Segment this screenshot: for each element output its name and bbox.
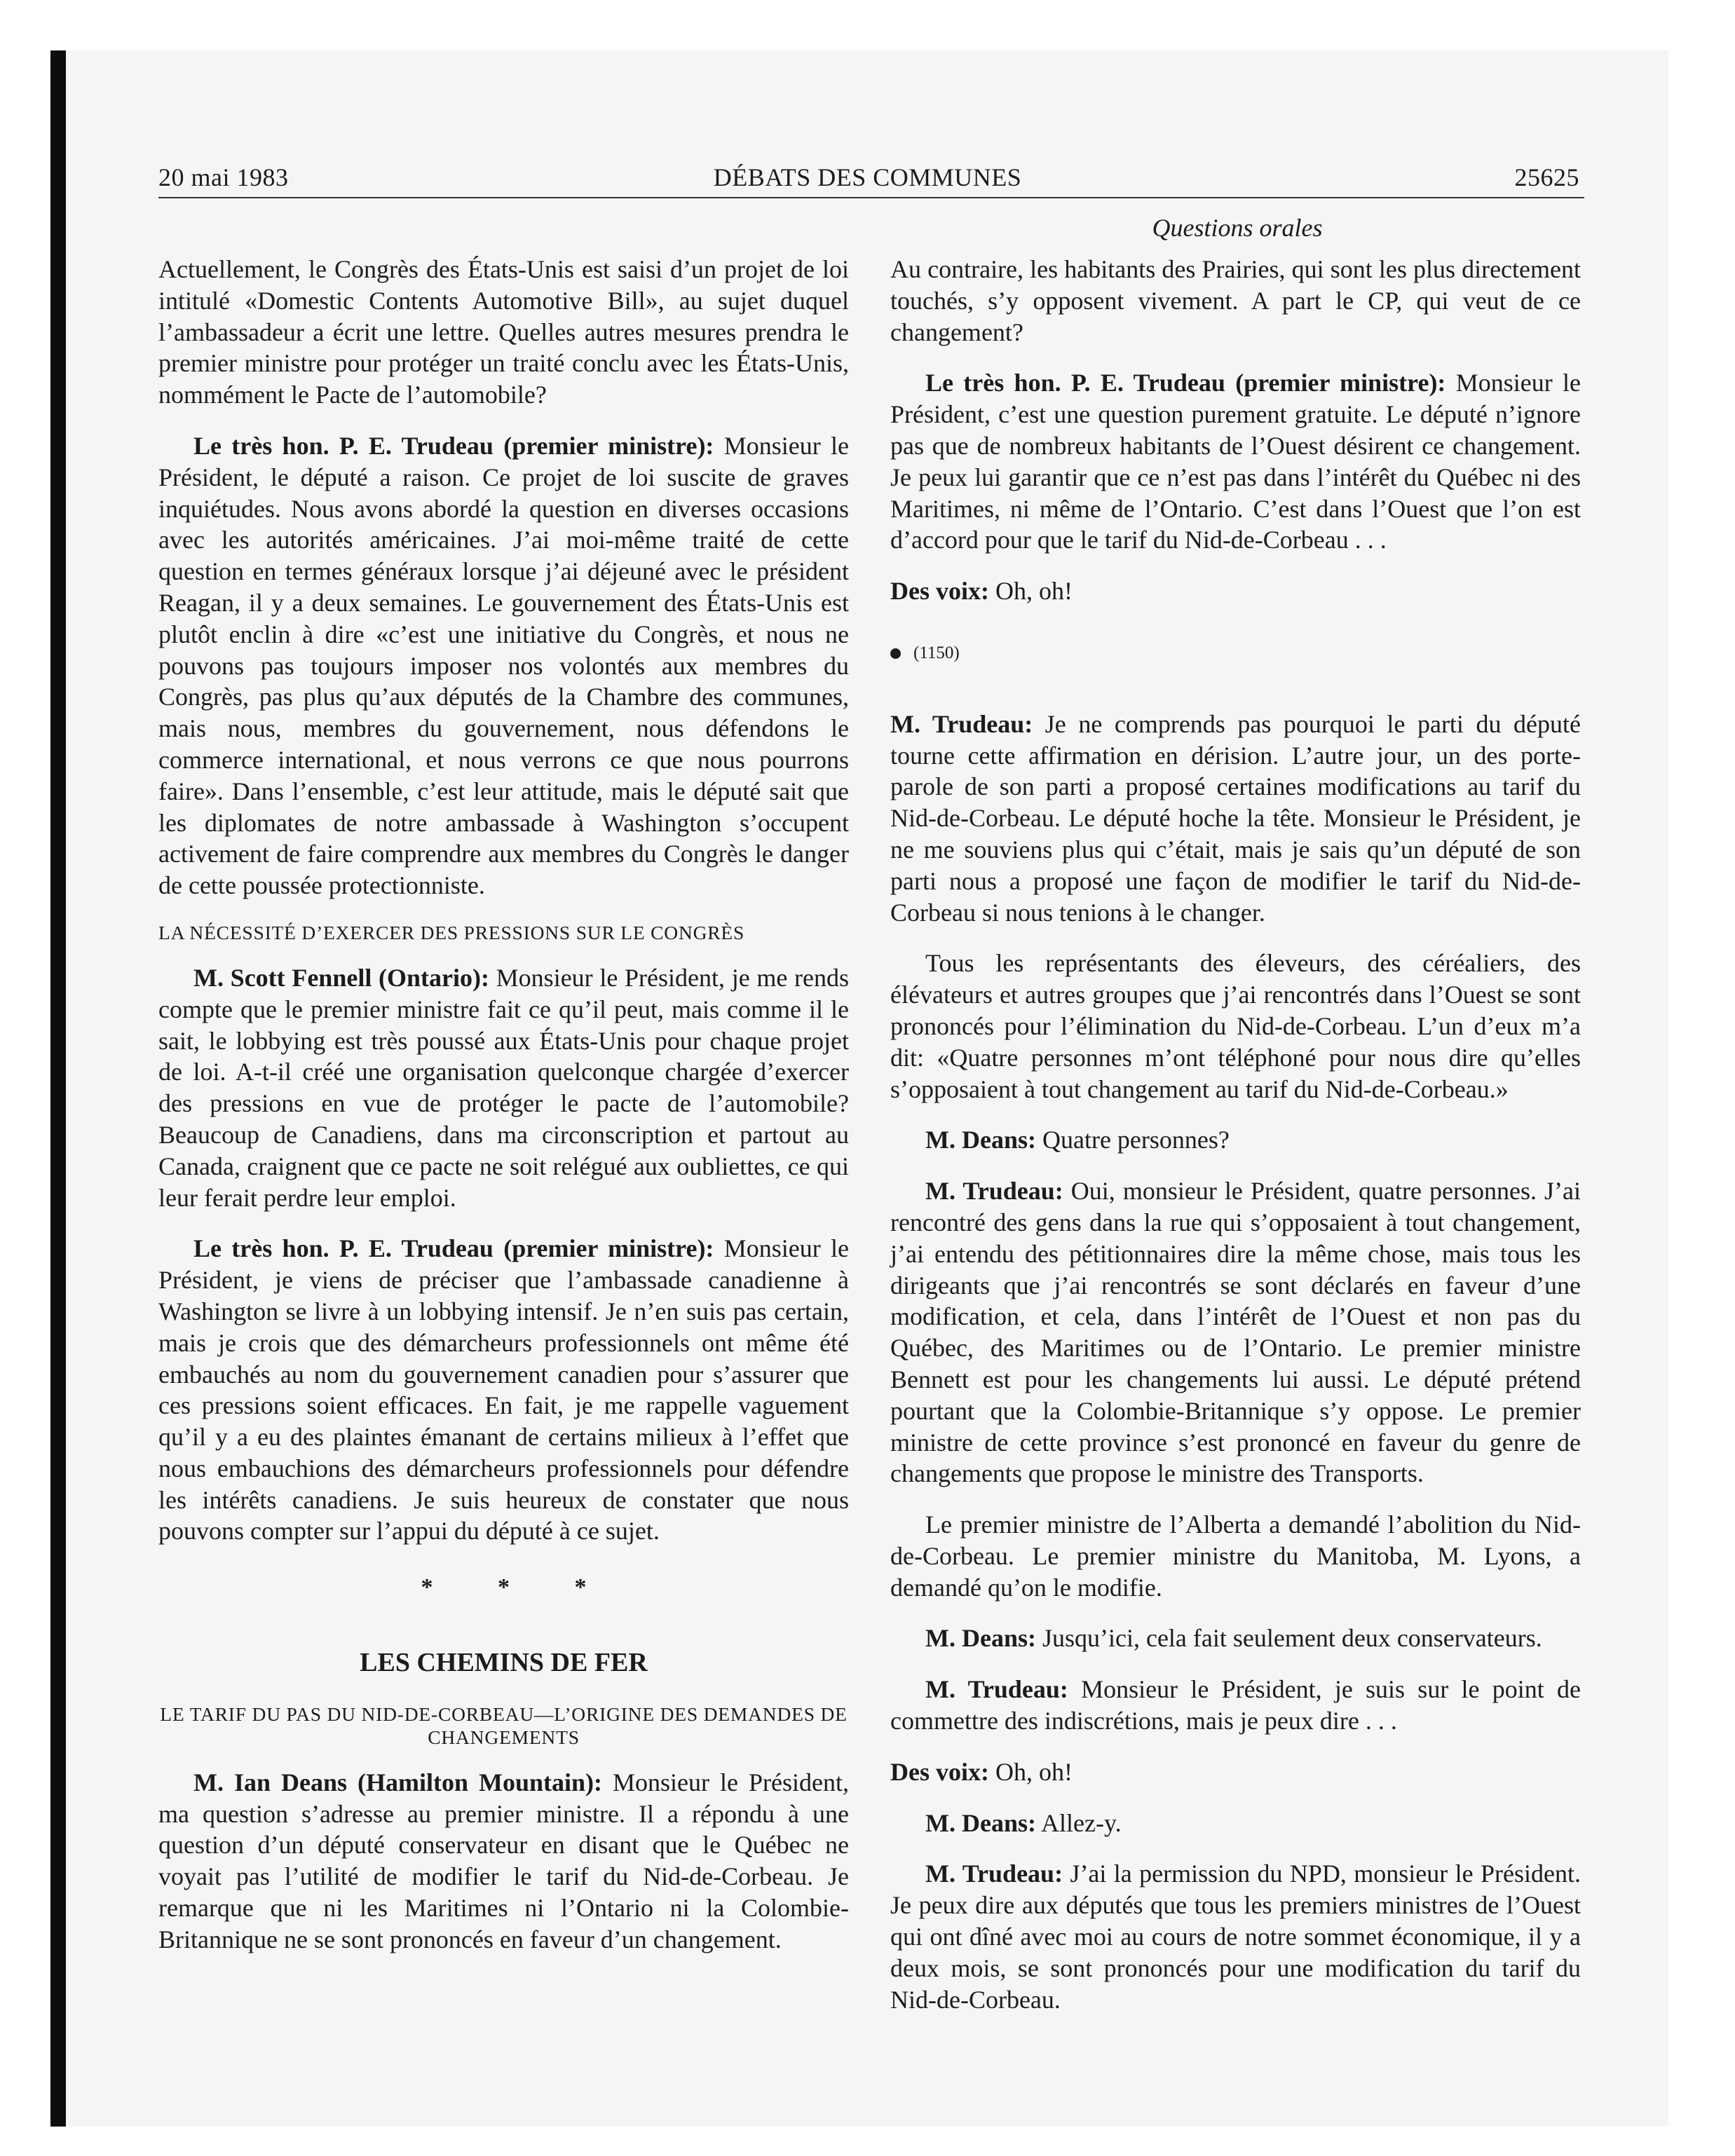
speech-text: Oh, oh! — [988, 1757, 1073, 1786]
speech-text: Monsieur le Président, ma question s’adresse au premier ministre. Il a répondu à une question d’un député conservateur en disant que le Québec ne voyait pas l’utilité de modifier le tarif du Nid-de-Corbeau. Je remarque que ni les Maritimes ni l’Ontario ni la Colombie-Britannique ne se sont prononcés en faveur d’un changement. — [158, 1768, 849, 1953]
paragraph — [890, 1509, 1581, 1603]
speech-text: Oh, oh! — [988, 577, 1073, 606]
speaker-name: M. Scott Fennell (Ontario): — [193, 963, 489, 992]
section-label: Questions orales — [1152, 214, 1323, 242]
right-column — [890, 254, 1581, 2035]
paragraph — [890, 1756, 1581, 1788]
bullet-icon — [890, 648, 901, 659]
speech-text: Oui, monsieur le Président, quatre personnes. J’ai rencontré des gens dans la rue qui s’opposaient à tout changement, j’ai entendu des pétitionnaires dire la même chose, mais tous les dirigeants que j’ai rencontrés se sont déclarés en faveur d’une modification, et cela, dans l’intérêt de l’Ouest et non pas du Québec, des Maritimes ou de l’Ontario. Le premier ministre Bennett est pour les changements lui aussi. Le député prétend pourtant que la Colombie-Britannique s’y oppose. Le premier ministre de cette province s’est prononcé en faveur du genre de changements que propose le ministre des Transports. — [890, 1177, 1581, 1488]
scan-border — [50, 50, 66, 2127]
speech-text: Jusqu’ici, cela fait seulement deux conservateurs. — [1035, 1624, 1542, 1653]
timestamp-marker — [890, 638, 1581, 669]
header-page-number: 25625 — [1514, 163, 1579, 191]
speaker-name: Des voix: — [890, 1757, 989, 1786]
paragraph — [158, 1233, 849, 1547]
paragraph-text: Le premier ministre de l’Alberta a demandé l’abolition du Nid-de-Corbeau. Le premier ministre du Manitoba, M. Lyons, a demandé qu’on le modifie. — [890, 1510, 1581, 1602]
speaker-name: Des voix: — [890, 577, 989, 606]
section-title: LES CHEMINS DE FER — [360, 1648, 648, 1678]
paragraph — [158, 1767, 849, 1956]
speech-text: Monsieur le Président, le député a raison. Ce projet de loi suscite de graves inquiétudes. Nous avons abordé la question en diverses occasions avec les autorités américaines. J’ai moi-même traité de cette question en termes généraux lorsque j’ai déjeuné avec le président Reagan, il y a deux semaines. Le gouvernement des États-Unis est plutôt enclin à dire «c’est une initiative du Congrès, et nous ne pouvons pas toujours imposer nos volontés aux membres du Congrès, pas plus qu’aux députés de la Chambre des communes, mais nous, membres du gouvernement, nous défendons le commerce international, et nous verrons ce que nous pourrons faire». Dans l’ensemble, c’est leur attitude, mais le député sait que les diplomates de notre ambassade à Washington s’occupent activement de faire comprendre aux membres du Congrès le danger de cette poussée protectionniste. — [158, 431, 849, 900]
subheading: LA NÉCESSITÉ D’EXERCER DES PRESSIONS SUR LE CONGRÈS — [158, 921, 745, 943]
speaker-name: M. Trudeau: — [925, 1177, 1063, 1206]
paragraph — [890, 1124, 1581, 1156]
paragraph — [158, 430, 849, 901]
section-separator: * * * — [421, 1574, 616, 1601]
speech-text: Je ne comprends pas pourquoi le parti du député tourne cette affirmation en dérision. L’autre jour, un des porte-parole de son parti a proposé certaines modifications au tarif du Nid-de-Corbeau. Le député hoche la tête. Monsieur le Président, je ne me souviens plus qui c’était, mais je sais qu’un député de son parti nous a proposé une façon de modifier le tarif du Nid-de-Corbeau si nous tenions à le changer. — [890, 709, 1581, 927]
speaker-name: Le très hon. P. E. Trudeau (premier ministre): — [193, 1234, 714, 1263]
paragraph — [890, 1808, 1581, 1839]
paragraph — [890, 367, 1581, 556]
paragraph — [158, 962, 849, 1213]
speech-text: J’ai la permission du NPD, monsieur le Président. Je peux dire aux députés que tous les premiers ministres de l’Ouest qui ont dîné avec moi au cours de notre sommet économique, il y a deux mois, se sont prononcés pour une modification du tarif du Nid-de-Corbeau. — [890, 1860, 1581, 2014]
subheading: LE TARIF DU PAS DU NID-DE-CORBEAU—L’ORIGINE DES DEMANDES DE CHANGEMENTS — [160, 1703, 848, 1748]
speaker-name: Le très hon. P. E. Trudeau (premier ministre): — [193, 431, 714, 460]
header-date: 20 mai 1983 — [158, 163, 289, 191]
paragraph — [890, 1674, 1581, 1737]
timestamp: (1150) — [913, 643, 960, 662]
header-rule — [158, 197, 1584, 198]
left-column — [158, 254, 849, 1975]
speech-text: Monsieur le Président, je viens de préciser que l’ambassade canadienne à Washington se livre à un lobbying intensif. Je n’en suis pas certain, mais je crois que des démarcheurs professionnels ont même été embauchés au nom du gouvernement canadien pour s’assurer que ces pressions soient efficaces. En fait, je me rappelle vaguement qu’il y a eu des plaintes émanant de certains milieux à l’effet que nous embauchions des démarcheurs professionnels pour défendre les intérêts canadiens. Je suis heureux de constater que nous pouvons compter sur l’appui du député à ce sujet. — [158, 1234, 849, 1546]
paragraph — [890, 1175, 1581, 1489]
paragraph — [890, 575, 1581, 607]
header-publication-title: DÉBATS DES COMMUNES — [713, 163, 1022, 191]
paragraph — [158, 254, 849, 411]
speaker-name: Le très hon. P. E. Trudeau (premier ministre): — [925, 369, 1446, 397]
speaker-name: M. Deans: — [925, 1624, 1036, 1653]
speech-text: Quatre personnes? — [1035, 1126, 1230, 1154]
paragraph — [890, 709, 1581, 929]
speech-text: Monsieur le Président, je suis sur le point de commettre des indiscrétions, mais je peux dire . . . — [890, 1675, 1581, 1735]
speaker-name: M. Trudeau: — [925, 1675, 1068, 1704]
speech-text: Monsieur le Président, je me rends compte que le premier ministre fait ce qu’il peut, mais comme il le sait, le lobbying est très poussé aux États-Unis pour chaque projet de loi. A-t-il créé une organisation quelconque chargée d’exercer des pressions en vue de protéger le pacte de l’automobile? Beaucoup de Canadiens, dans ma circonscription et partout au Canada, craignent que ce pacte ne soit relégué aux oubliettes, ce qui leur ferait perdre leur emploi. — [158, 963, 850, 1212]
speaker-name: M. Ian Deans (Hamilton Mountain): — [193, 1768, 603, 1796]
speech-text: Monsieur le Président, c’est une question purement gratuite. Le député n’ignore pas que de nombreux habitants de l’Ouest désirent ce changement. Je peux lui garantir que ce n’est pas dans l’intérêt du Québec ni des Maritimes, ni même de l’Ontario. C’est dans l’Ouest que l’on est d’accord pour que le tarif du Nid-de-Corbeau . . . — [890, 369, 1581, 554]
paragraph — [890, 1623, 1581, 1654]
paragraph — [890, 1858, 1581, 2015]
speaker-name: M. Deans: — [925, 1808, 1036, 1837]
paragraph — [890, 948, 1581, 1105]
paragraph — [890, 254, 1581, 348]
speaker-name: M. Trudeau: — [925, 1860, 1063, 1888]
speaker-name: M. Trudeau: — [890, 709, 1033, 738]
paragraph-text: Actuellement, le Congrès des États-Unis est saisi d’un projet de loi intitulé «Domestic Contents Automotive Bill», au sujet duquel l’ambassadeur a écrit une lettre. Quelles autres mesures prendra le premier ministre pour protéger un traité conclu avec les États-Unis, nommément le Pacte de l’automobile? — [158, 255, 849, 409]
paragraph-text: Au contraire, les habitants des Prairies, qui sont les plus directement touchés, s’y opposent vivement. A part le CP, qui veut de ce changement? — [890, 255, 1581, 346]
speech-text: Allez-y. — [1035, 1808, 1122, 1837]
speaker-name: M. Deans: — [925, 1126, 1036, 1154]
paragraph-text: Tous les représentants des éleveurs, des céréaliers, des élévateurs et autres groupes que j’ai rencontrés dans l’Ouest se sont prononcés pour l’élimination du Nid-de-Corbeau. L’un d’eux m’a dit: «Quatre personnes m’ont téléphoné pour nous dire qu’elles s’opposaient à tout changement au tarif du Nid-de-Corbeau.» — [890, 949, 1581, 1103]
